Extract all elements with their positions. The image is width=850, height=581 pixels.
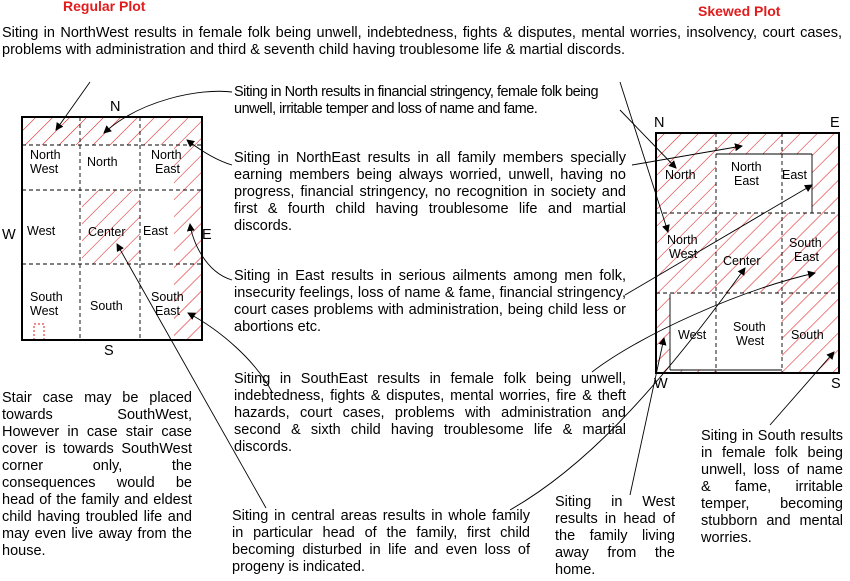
- regular-cell-west: West: [27, 224, 56, 238]
- skewed-cell-northeast: [731, 160, 762, 188]
- note-central: Siting in central areas results in whole family in particular head of the family, first child becoming disturbed in life and even loss of progeny is indicated.: [232, 508, 530, 575]
- skewed-cell-northwest-line2: West: [669, 247, 698, 261]
- skewed-dir-w: W: [654, 376, 668, 392]
- note-southeast: Siting in SouthEast results in female folk being unwell, indebtedness, fights & disputes, mental worries, fire & theft hazards, court cases, problems with administration and second & sixth child having troublesome life & martial discords.: [234, 371, 626, 455]
- regular-dir-e: E: [202, 227, 212, 243]
- skewed-cell-southwest: [733, 320, 766, 348]
- regular-cell-northeast: [151, 148, 182, 176]
- regular-cell-south: South: [90, 299, 123, 313]
- regular-dir-s: S: [104, 343, 114, 359]
- skewed-cell-northwest: [667, 233, 698, 261]
- skewed-dir-s: S: [831, 376, 841, 392]
- skewed-cell-north: North: [665, 168, 696, 182]
- skewed-plot-title: Skewed Plot: [698, 3, 781, 19]
- regular-cell-southeast: [151, 290, 184, 318]
- regular-cell-northeast-line2: East: [155, 162, 181, 176]
- note-staircase: Stair case may be placed towards SouthWest, However in case stair case cover is towards SouthWest corner only, the consequences would be head of the family and eldest child having troubled life and may even live away from the house.: [2, 390, 192, 559]
- regular-cell-southeast-line1: South: [151, 290, 184, 304]
- skewed-cell-southwest-line1: South: [733, 320, 766, 334]
- skewed-cell-southwest-line2: West: [736, 334, 765, 348]
- skewed-cell-east: East: [782, 168, 808, 182]
- regular-cell-northwest: [30, 148, 61, 176]
- regular-cell-southeast-line2: East: [155, 304, 181, 318]
- regular-north-hatch: [22, 117, 202, 145]
- regular-cell-southwest-line1: South: [30, 290, 63, 304]
- skewed-cell-south: South: [791, 328, 824, 342]
- note-northwest: Siting in NorthWest results in female folk being unwell, indebtedness, fights & disputes, mental worries, insolvency, court cases, problems with administration and third & seventh child having troublesome life & martial discords.: [2, 25, 842, 58]
- note-northeast: Siting in NorthEast results in all family members specially earning members being always worried, unwell, having no progress, financial stringency, no recognition in society and first & fourth child having troublesome life and martial discords.: [234, 150, 626, 234]
- skewed-cell-southeast-line2: East: [794, 250, 820, 264]
- skewed-cell-center: Center: [723, 254, 761, 268]
- skewed-dir-n: N: [654, 115, 665, 131]
- regular-cell-northwest-line1: North: [30, 148, 61, 162]
- regular-cell-southwest: [30, 290, 63, 318]
- skewed-cell-southeast: [789, 236, 822, 264]
- skewed-cell-northeast-line2: East: [734, 174, 760, 188]
- regular-dir-w: W: [2, 227, 16, 243]
- note-east: Siting in East results in serious ailments among men folk, insecurity feelings, loss of name & fame, financial stringency, court cases problems with administration, being child less or abortions etc.: [234, 268, 626, 335]
- regular-cell-north: North: [87, 155, 118, 169]
- regular-cell-southwest-line2: West: [30, 304, 59, 318]
- regular-dir-n: N: [110, 99, 121, 115]
- skewed-cell-west: West: [678, 328, 707, 342]
- regular-cell-northwest-line2: West: [30, 162, 59, 176]
- regular-staircase-marker: [34, 324, 44, 340]
- skewed-dir-e: E: [830, 115, 840, 131]
- note-south: Siting in South results in female folk being unwell, loss of name & fame, irritable temper, becoming stubborn and mental worries.: [701, 428, 843, 546]
- regular-cell-northeast-line1: North: [151, 148, 182, 162]
- regular-cell-east: East: [143, 224, 169, 238]
- regular-plot-title: Regular Plot: [63, 0, 146, 14]
- skewed-cell-northwest-line1: North: [667, 233, 698, 247]
- note-north: Siting in North results in financial stringency, female folk being unwell, irritable temper and loss of name and fame.: [234, 84, 599, 117]
- note-west: Siting in West results in head of the family living away from the home.: [555, 494, 675, 578]
- skewed-cell-southeast-line1: South: [789, 236, 822, 250]
- regular-cell-center: Center: [88, 225, 126, 239]
- skewed-cell-northeast-line1: North: [731, 160, 762, 174]
